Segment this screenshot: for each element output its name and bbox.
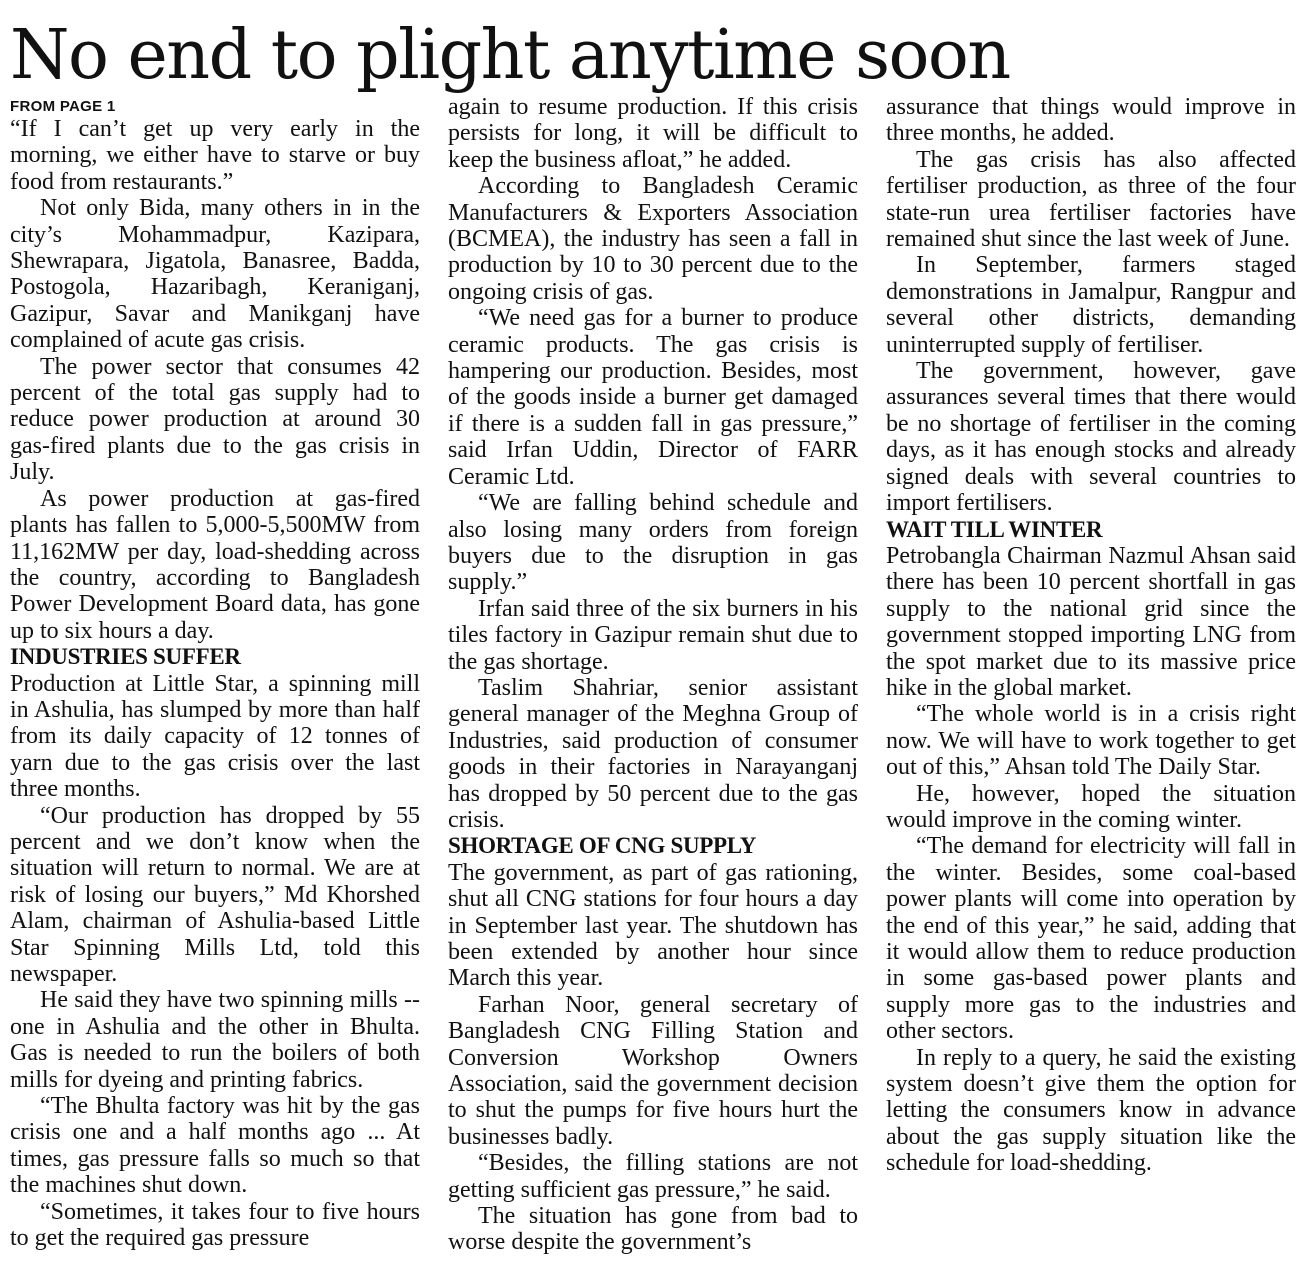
paragraph: Production at Little Star, a spinning mill in Ashulia, has slumped by more than half from its daily capacity of 12 tonnes of yarn due to the gas crisis over the last three months.	[10, 670, 420, 803]
paragraph: The power sector that consumes 42 percent of the total gas supply had to reduce power production at around 30 gas-fired plants due to the gas crisis in July.	[10, 353, 420, 486]
paragraph: The situation has gone from bad to worse despite the government’s	[448, 1203, 858, 1256]
article-column-2	[448, 94, 858, 1264]
article-column-1	[10, 94, 420, 1264]
headline: No end to plight anytime soon	[10, 16, 1010, 95]
paragraph: “Besides, the filling stations are not getting sufficient gas pressure,” he said.	[448, 1150, 858, 1203]
subheading-shortage-of-cng-supply: SHORTAGE OF CNG SUPPLY	[448, 833, 757, 859]
paragraph: “We are falling behind schedule and also losing many orders from foreign buyers due to the disruption in gas supply.”	[448, 490, 858, 596]
paragraph: “Our production has dropped by 55 percent and we don’t know when the situation will return to normal. We are at risk of losing our buyers,” Md Khorshed Alam, chairman of Ashulia-based Little Star Spinning Mills Ltd, told this newspaper.	[10, 802, 420, 987]
article-column-3	[886, 94, 1296, 1264]
paragraph: The government, as part of gas rationing, shut all CNG stations for four hours a day in September last year. The shutdown has been extended by another hour since March this year.	[448, 859, 858, 992]
paragraph: “The demand for electricity will fall in the winter. Besides, some coal-based power plants will come into operation by the end of this year,” he said, adding that it would allow them to reduce production in some gas-based power plants and supply more gas to the industries and other sectors.	[886, 833, 1296, 1045]
paragraph: In reply to a query, he said the existing system doesn’t give them the option for letting the consumers know in advance about the gas supply situation like the schedule for load-shedding.	[886, 1044, 1296, 1177]
paragraph: According to Bangladesh Ceramic Manufacturers & Exporters Association (BCMEA), the industry has seen a fall in production by 10 to 30 percent due to the ongoing crisis of gas.	[448, 173, 858, 305]
paragraph: Taslim Shahriar, senior assistant general manager of the Meghna Group of Industries, said production of consumer goods in their factories in Narayanganj has dropped by 50 percent due to the gas crisis.	[448, 674, 858, 833]
paragraph: In September, farmers staged demonstrations in Jamalpur, Rangpur and several other districts, demanding uninterrupted supply of fertiliser.	[886, 252, 1296, 358]
paragraph: As power production at gas-fired plants has fallen to 5,000-5,500MW from 11,162MW per day, load-shedding across the country, according to Bangladesh Power Development Board data, has gone up to six hours a day.	[10, 485, 420, 644]
paragraph: “The whole world is in a crisis right now. We will have to work together to get out of this,” Ahsan told The Daily Star.	[886, 701, 1296, 781]
paragraph: “Sometimes, it takes four to five hours to get the required gas pressure	[10, 1198, 420, 1252]
paragraph: The government, however, gave assurances several times that there would be no shortage of fertiliser in the coming days, as it has enough stocks and already signed deals with several countries to import fertilisers.	[886, 358, 1296, 517]
paragraph: Petrobangla Chairman Nazmul Ahsan said there has been 10 percent shortfall in gas supply to the national grid since the government stopped importing LNG from the spot market due to its massive price hike in the global market.	[886, 542, 1296, 701]
subheading-industries-suffer: INDUSTRIES SUFFER	[10, 644, 241, 670]
paragraph: assurance that things would improve in three months, he added.	[886, 94, 1296, 147]
paragraph: Farhan Noor, general secretary of Bangladesh CNG Filling Station and Conversion Workshop Owners Association, said the government decision to shut the pumps for five hours hurt the businesses badly.	[448, 991, 858, 1150]
paragraph: Irfan said three of the six burners in his tiles factory in Gazipur remain shut due to the gas shortage.	[448, 595, 858, 675]
paragraph: again to resume production. If this crisis persists for long, it will be difficult to keep the business afloat,” he added.	[448, 94, 858, 173]
paragraph: He, however, hoped the situation would improve in the coming winter.	[886, 780, 1296, 833]
paragraph: “The Bhulta factory was hit by the gas crisis one and a half months ago ... At times, gas pressure falls so much so that the machines shut down.	[10, 1093, 420, 1199]
kicker: FROM PAGE 1	[10, 98, 116, 115]
paragraph: He said they have two spinning mills -- one in Ashulia and the other in Bhulta. Gas is needed to run the boilers of both mills for dyeing and printing fabrics.	[10, 987, 420, 1093]
paragraph: “If I can’t get up very early in the morning, we either have to starve or buy food from restaurants.”	[10, 116, 420, 195]
paragraph: “We need gas for a burner to produce ceramic products. The gas crisis is hampering our production. Besides, most of the goods inside a burner get damaged if there is a sudden fall in gas pressure,” said Irfan Uddin, Director of FARR Ceramic Ltd.	[448, 305, 858, 490]
paragraph: Not only Bida, many others in in the city’s Mohammadpur, Kazipara, Shewrapara, Jigatola, Banasree, Badda, Postogola, Hazaribagh, Keraniganj, Gazipur, Savar and Manikganj have complained of acute gas crisis.	[10, 195, 420, 354]
paragraph: The gas crisis has also affected fertiliser production, as three of the four state-run urea fertiliser factories have remained shut since the last week of June.	[886, 146, 1296, 253]
subheading-wait-till-winter: WAIT TILL WINTER	[886, 516, 1103, 542]
